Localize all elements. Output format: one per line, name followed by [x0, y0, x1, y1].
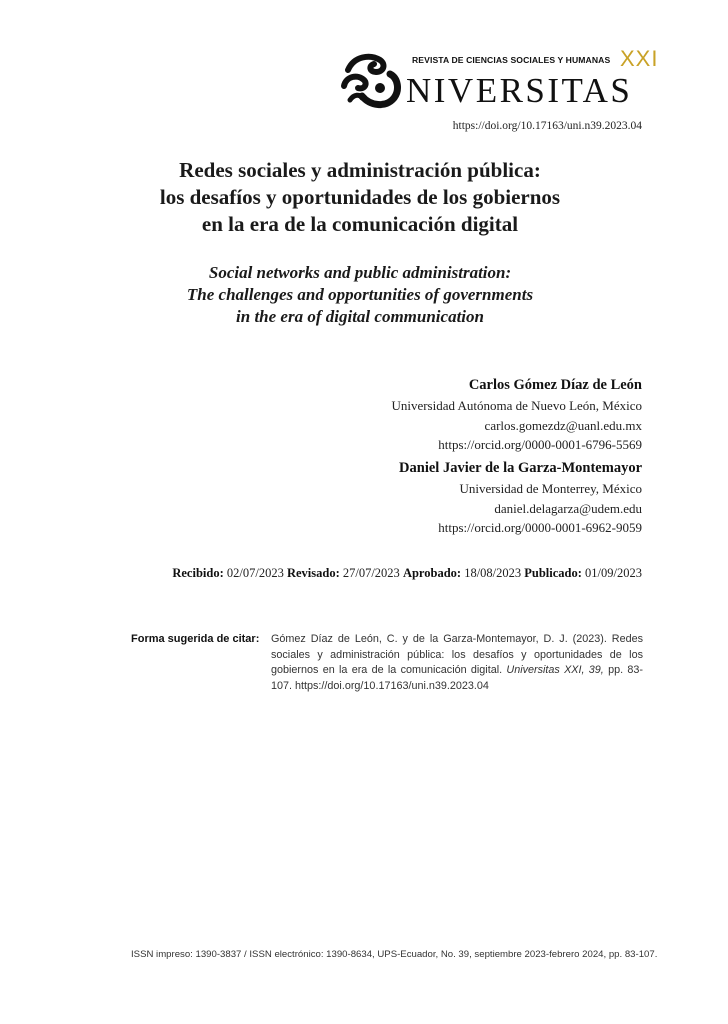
title-english-line: in the era of digital communication [236, 307, 484, 326]
issn-footer: ISSN impreso: 1390-3837 / ISSN electrónico: 1390-8634, UPS-Ecuador, No. 39, septiembre 2023-febrero 2024, pp. 83-107. [131, 949, 658, 960]
received-date: 02/07/2023 [226, 566, 284, 580]
citation-text-part: pp. 83-107. https://doi.org/10.17163/uni.n39.2023.04 [271, 664, 644, 692]
title-spanish-line: los desafíos y oportunidades de los gobiernos [159, 185, 561, 209]
publication-dates [172, 566, 642, 581]
published-label: Publicado: [524, 566, 582, 580]
title-english [120, 262, 600, 328]
title-english-line: Social networks and public administration: [208, 263, 512, 282]
author-email[interactable]: carlos.gomezdz@uanl.edu.mx [484, 417, 642, 433]
approved-date: 18/08/2023 [464, 566, 522, 580]
author-affiliation: Universidad de Monterrey, México [459, 481, 642, 496]
journal-header [340, 46, 659, 118]
title-spanish [120, 157, 600, 238]
journal-name: NIVERSITAS [406, 71, 633, 110]
citation-journal: Universitas XXI, 39, [506, 664, 604, 676]
approved-label: Aprobado: [402, 566, 462, 580]
title-english-line: The challenges and opportunities of governments [186, 285, 534, 304]
title-spanish-line: en la era de la comunicación digital [201, 212, 519, 236]
revised-label: Revisado: [286, 566, 340, 580]
citation-text [271, 632, 643, 694]
author-name: Carlos Gómez Díaz de León [468, 377, 642, 393]
received-label: Recibido: [172, 566, 224, 580]
author-affiliation: Universidad Autónoma de Nuevo León, México [391, 398, 642, 413]
author-email[interactable]: daniel.delagarza@udem.edu [494, 500, 642, 516]
author-orcid[interactable]: https://orcid.org/0000-0001-6962-9059 [438, 520, 642, 535]
revised-date: 27/07/2023 [342, 566, 400, 580]
journal-logo-icon [340, 50, 406, 112]
author-block [391, 375, 642, 455]
journal-subtitle: REVISTA DE CIENCIAS SOCIALES Y HUMANAS [412, 55, 611, 65]
author-orcid[interactable]: https://orcid.org/0000-0001-6796-5569 [438, 437, 642, 452]
article-doi[interactable]: https://doi.org/10.17163/uni.n39.2023.04 [452, 120, 642, 132]
author-name: Daniel Javier de la Garza-Montemayor [399, 460, 642, 476]
title-spanish-line: Redes sociales y administración pública: [179, 158, 541, 182]
citation-text-part: Gómez Díaz de León, C. y de la Garza-Montemayor, D. J. (2023). Redes sociales y administración pública: los desafíos y oportunidades de los gobiernos en la era de la comunicación digital. [271, 633, 643, 676]
citation-label: Forma sugerida de citar: [131, 633, 260, 645]
published-date: 01/09/2023 [585, 566, 642, 580]
journal-edition: XXI [620, 46, 659, 71]
author-block [399, 458, 642, 538]
